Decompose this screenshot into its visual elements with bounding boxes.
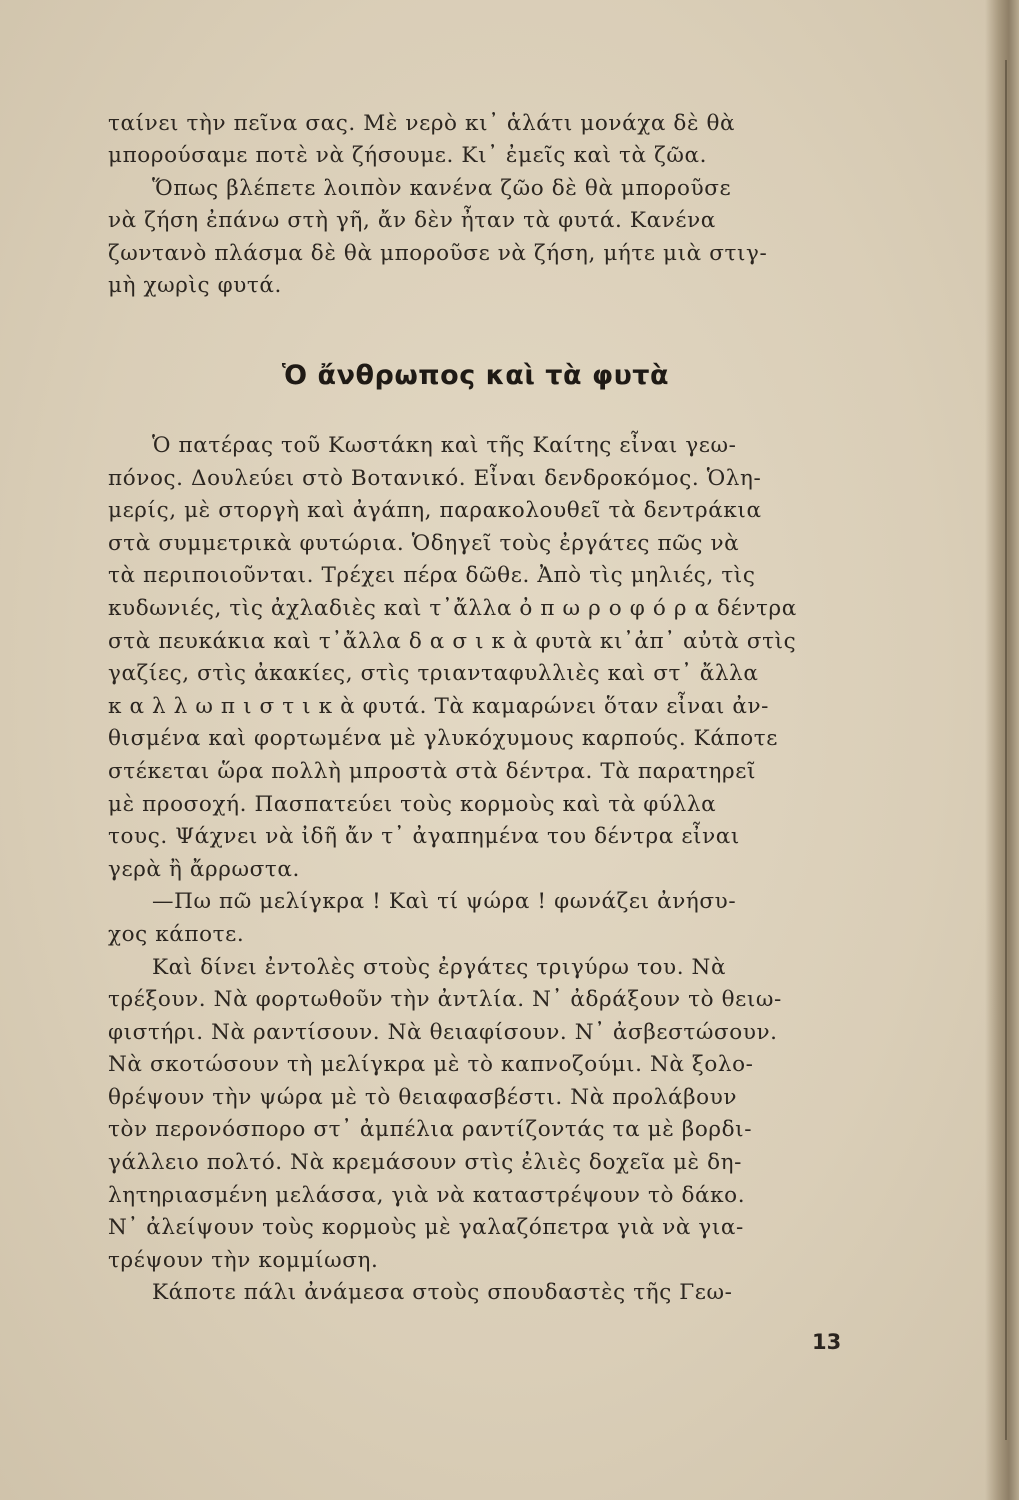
text-line: γάλλειο πολτό. Νὰ κρεμάσουν στὶς ἐλιὲς δοχεῖα μὲ δη- xyxy=(108,1150,742,1176)
text-line: μὴ χωρὶς φυτά. xyxy=(108,273,282,299)
text-line: γερὰ ἢ ἄρρωστα. xyxy=(108,856,300,882)
text-line: μπορούσαμε ποτὲ νὰ ζήσουμε. Κι᾽ ἐμεῖς καὶ τὰ ζῶα. xyxy=(108,143,708,169)
body-paragraphs xyxy=(108,430,843,1310)
text-line: πόνος. Δουλεύει στὸ Βοτανικό. Εἶναι δενδροκόμος. Ὁλη- xyxy=(108,465,762,491)
text-line: χος κάποτε. xyxy=(108,921,245,947)
text-line: θισμένα καὶ φορτωμένα μὲ γλυκόχυμους καρπούς. Κάποτε xyxy=(108,726,778,752)
text-line: ταίνει τὴν πεῖνα σας. Μὲ νερὸ κι᾽ ἁλάτι μονάχα δὲ θὰ xyxy=(108,111,736,136)
text-line: Κάποτε πάλι ἀνάμεσα στοὺς σπουδαστὲς τῆς Γεω- xyxy=(152,1280,733,1306)
text-line: μερίς, μὲ στοργὴ καὶ ἀγάπη, παρακολουθεῖ τὰ δεντράκια xyxy=(108,498,762,524)
text-line: λητηριασμένη μελάσσα, γιὰ νὰ καταστρέψουν τὸ δάκο. xyxy=(108,1182,746,1208)
text-line: Ν᾽ ἀλείψουν τοὺς κορμοὺς μὲ γαλαζόπετρα γιὰ νὰ για- xyxy=(108,1215,744,1241)
book-spine-edge xyxy=(985,0,1019,1500)
text-line: Ὅπως βλέπετε λοιπὸν κανένα ζῶο δὲ θὰ μποροῦσε xyxy=(152,175,732,201)
text-line: —Πω πῶ μελίγκρα ! Καὶ τί ψώρα ! φωνάζει ἀνήσυ- xyxy=(152,889,737,915)
text-line: κυδωνιές, τὶς ἀχλαδιὲς καὶ τ᾽ἄλλα ὀ π ω ρ ο φ ό ρ α δέντρα xyxy=(108,595,797,621)
text-line: κ α λ λ ω π ι σ τ ι κ ὰ φυτά. Τὰ καμαρώνει ὅταν εἶναι ἀν- xyxy=(108,693,769,719)
binding-line xyxy=(1005,60,1007,1440)
text-line: Νὰ σκοτώσουν τὴ μελίγκρα μὲ τὸ καπνοζούμι. Νὰ ξολο- xyxy=(108,1052,754,1078)
text-line: Καὶ δίνει ἐντολὲς στοὺς ἐργάτες τριγύρω του. Νὰ xyxy=(152,954,727,980)
text-line: στὰ συμμετρικὰ φυτώρια. Ὁδηγεῖ τοὺς ἐργάτες πῶς νὰ xyxy=(108,530,740,556)
text-line: τὸν περονόσπορο στ᾽ ἀμπέλια ραντίζοντάς τα μὲ βορδι- xyxy=(108,1117,753,1143)
intro-paragraph xyxy=(108,108,843,302)
text-line: τρέψουν τὴν κομμίωση. xyxy=(108,1247,379,1273)
text-line: θρέψουν τὴν ψώρα μὲ τὸ θειαφασβέστι. Νὰ προλάβουν xyxy=(108,1084,738,1110)
text-line: γαζίες, στὶς ἀκακίες, στὶς τριανταφυλλιὲς καὶ στ᾽ ἄλλα xyxy=(108,661,759,687)
text-line: τὰ περιποιοῦνται. Τρέχει πέρα δῶθε. Ἀπὸ τὶς μηλιές, τὶς xyxy=(108,563,756,589)
page-number: 13 xyxy=(812,1330,842,1354)
text-line: ζωντανὸ πλάσμα δὲ θὰ μποροῦσε νὰ ζήση, μήτε μιὰ στιγ- xyxy=(108,240,768,266)
text-line: μὲ προσοχή. Πασπατεύει τοὺς κορμοὺς καὶ τὰ φύλλα xyxy=(108,791,717,817)
text-line: τους. Ψάχνει νὰ ἰδῆ ἄν τ᾽ ἀγαπημένα του δέντρα εἶναι xyxy=(108,824,740,850)
text-line: Ὁ πατέρας τοῦ Κωστάκη καὶ τῆς Καίτης εἶναι γεω- xyxy=(152,433,737,458)
text-line: στὰ πευκάκια καὶ τ᾽ἄλλα δ α σ ι κ ὰ φυτὰ κι᾽ἀπ᾽ αὐτὰ στὶς xyxy=(108,628,797,654)
text-line: στέκεται ὥρα πολλὴ μπροστὰ στὰ δέντρα. Τὰ παρατηρεῖ xyxy=(108,758,757,784)
text-line: τρέξουν. Νὰ φορτωθοῦν τὴν ἀντλία. Ν᾽ ἀδράξουν τὸ θειω- xyxy=(108,987,782,1013)
text-line: νὰ ζήση ἐπάνω στὴ γῆ, ἄν δὲν ἦταν τὰ φυτά. Κανένα xyxy=(108,208,716,234)
text-line: φιστήρι. Νὰ ραντίσουν. Νὰ θειαφίσουν. Ν᾽ ἀσβεστώσουν. xyxy=(108,1019,778,1045)
section-heading: Ὁ ἄνθρωπος καὶ τὰ φυτὰ xyxy=(281,360,670,391)
